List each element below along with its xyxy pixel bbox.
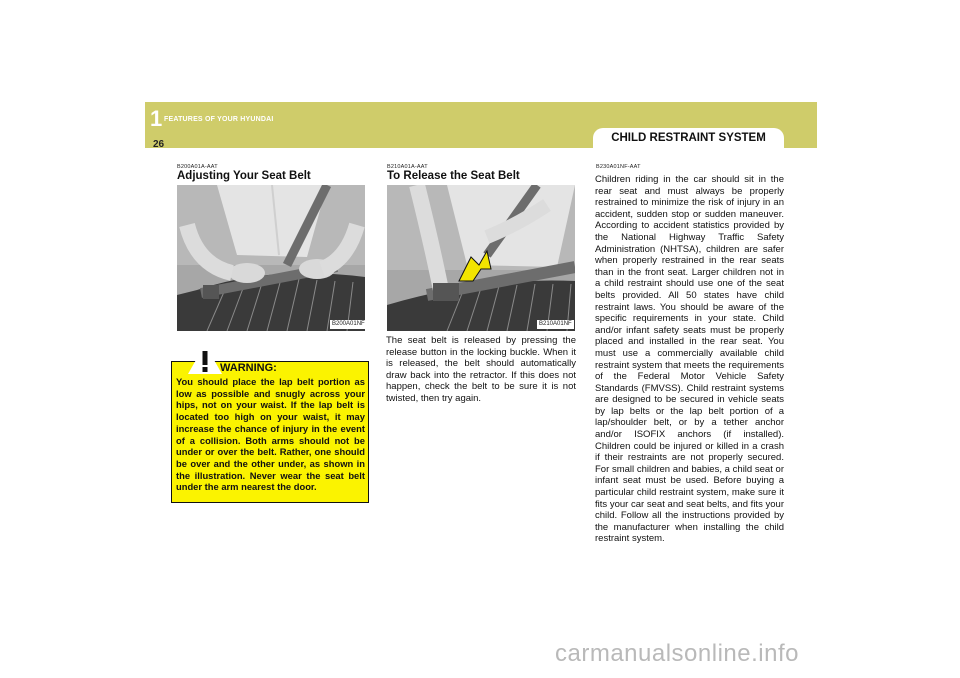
section-code: B230A01NF-AAT xyxy=(596,164,641,170)
release-instructions: The seat belt is released by pressing the release button in the locking buckle. When it is released, the belt should automatically draw back into the retractor. If this does not happen, check the belt to be sure it is not twisted, then try again. xyxy=(386,335,576,404)
seat-belt-release-photo xyxy=(387,185,575,331)
page-number: 26 xyxy=(153,139,165,150)
warning-text: You should place the lap belt portion as low as possible and snugly across your hips, not on your waist. If the lap belt is located too high on your waist, it may increase the chance of injury in the event of a collision. Both arms should not be under or over the belt. Rather, one should be over and the other under, as shown in the illustration. Never wear the seat belt under the arm nearest the door. xyxy=(176,376,365,493)
watermark: carmanualsonline.info xyxy=(555,640,799,667)
section-code: B200A01A-AAT xyxy=(177,164,218,170)
figure-label: B200A01NF xyxy=(332,321,365,327)
chapter-title: FEATURES OF YOUR HYUNDAI xyxy=(164,116,274,123)
child-restraint-text: Children riding in the car should sit in the rear seat and must always be properly restrained to minimize the risk of injury in an accident, sudden stop or sudden maneuver. According to accident statistics provided by the National Highway Traffic Safety Administration (NHTSA), children are safer when properly restrained in the rear seats than in the front seat. Larger children not in a child restraint should use one of the seat belts provided. All 50 states have child restraint laws. You should be aware of the specific requirements in your state. Child and/or infant safety seats must be properly placed and installed in the rear seat. You must use a commercially available child restraint system that meets the requirements of the Federal Motor Vehicle Safety Standards (FMVSS). Child restraint systems are designed to be secured in vehicle seats by lap belts or the lap belt portion of a lap/shoulder belt, or by a tether anchor and/or ISOFIX anchors (if installed). Children could be injured or killed in a crash if their restraints are not properly secured. For small children and babies, a child seat or infant seat must be used. Before buying a particular child restraint system, make sure it fits your car seat and seat belts, and fits your child. Follow all the instructions provided by the manufacturer when installing the child restraint system. xyxy=(595,174,784,545)
section-heading: Adjusting Your Seat Belt xyxy=(177,170,311,182)
seat-belt-adjust-photo xyxy=(177,185,365,331)
warning-title: WARNING: xyxy=(220,362,277,374)
warning-icon xyxy=(187,343,223,375)
section-code: B210A01A-AAT xyxy=(387,164,428,170)
chapter-number: 1 xyxy=(150,106,163,131)
section-title: CHILD RESTRAINT SYSTEM xyxy=(593,128,784,148)
figure-label: B210A01NF xyxy=(539,321,572,327)
section-heading: To Release the Seat Belt xyxy=(387,170,520,182)
